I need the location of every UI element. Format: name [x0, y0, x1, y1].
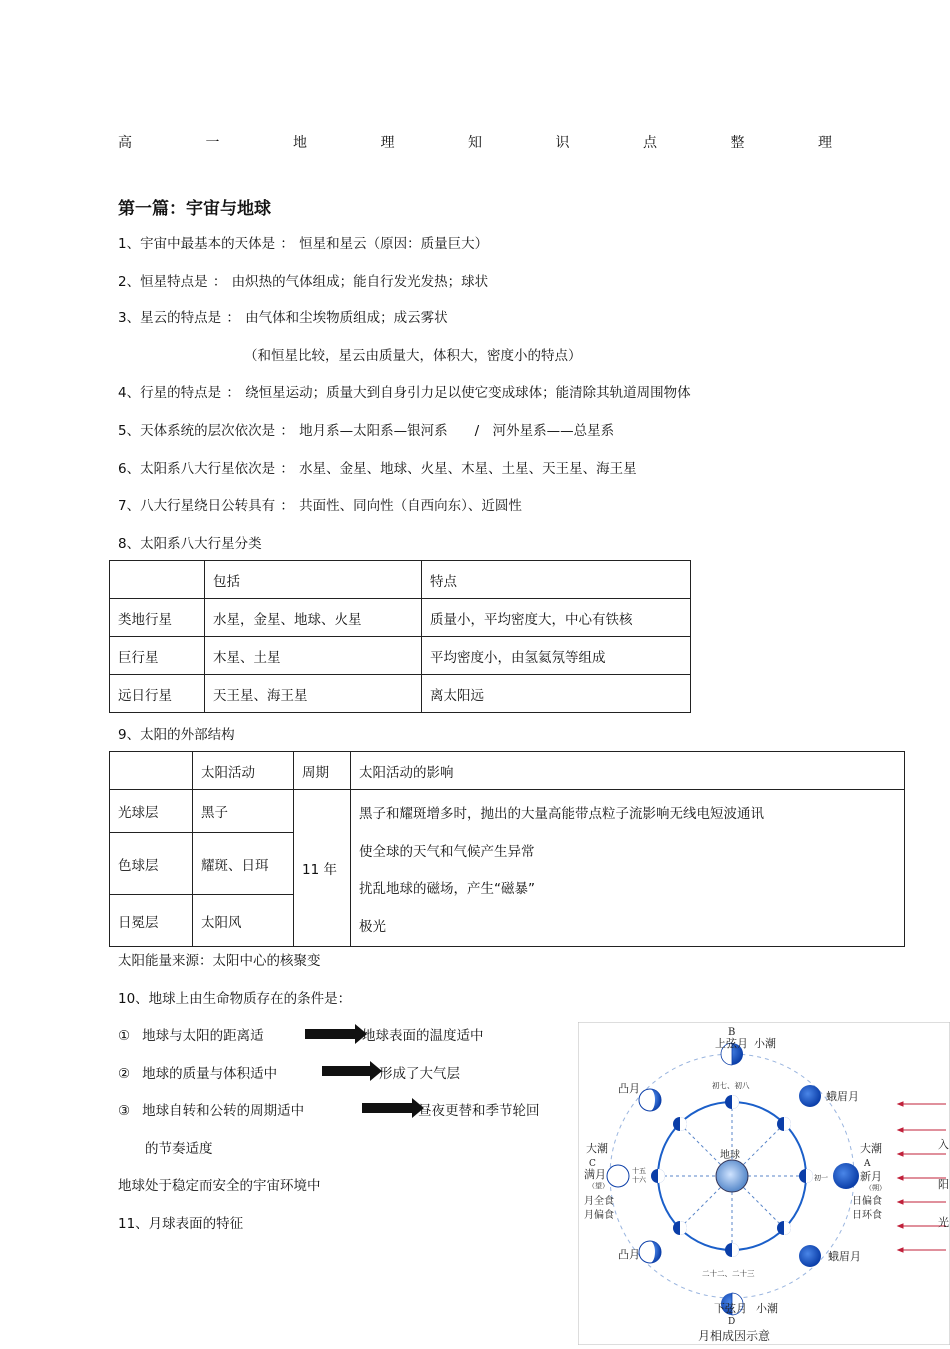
list-item: 8、太阳系八大行星分类 [118, 536, 262, 552]
arrow-icon [322, 1066, 372, 1076]
waxing-crescent-icon [799, 1085, 821, 1107]
list-item: 4、行星的特点是 ： 绕恒星运动；质量大到自身引力足以使它变成球体；能清除其轨道周围物体 [118, 385, 691, 401]
title-char: 整 [730, 135, 745, 151]
table-header-row [110, 752, 905, 790]
condition-item: ③ 地球自转和公转的周期适中 [118, 1103, 305, 1119]
svg-text:满月: 满月 [584, 1168, 606, 1181]
svg-text:二十二、二十三: 二十二、二十三 [702, 1269, 755, 1278]
table-cell: 特点 [422, 561, 691, 599]
table-cell-effects [351, 790, 905, 947]
svg-text:大潮: 大潮 [860, 1142, 882, 1155]
full-moon-icon [607, 1165, 629, 1187]
table-cell: 光球层 [110, 790, 193, 833]
moon-phase-diagram [578, 1022, 950, 1345]
list-item: 3、星云的特点是 ： 由气体和尘埃物质组成；成云雾状 [118, 310, 448, 326]
table-cell-period: 11 年 [294, 790, 351, 947]
svg-text:蛾眉月: 蛾眉月 [828, 1250, 861, 1263]
title-char: 点 [643, 135, 657, 151]
svg-text:（望）: （望） [588, 1182, 609, 1190]
title-char: 高 [118, 135, 132, 151]
table-cell: 木星、土星 [205, 637, 422, 675]
table-cell: 巨行星 [110, 637, 205, 675]
list-item: 6、太阳系八大行星依次是 ： 水星、金星、地球、火星、木星、土星、天王星、海王星 [118, 461, 637, 477]
table-cell [110, 561, 205, 599]
document-title [118, 132, 832, 152]
table-cell: 天王星、海王星 [205, 675, 422, 713]
effect-line: 极光 [359, 918, 386, 935]
list-item: 2、恒星特点是 ： 由炽热的气体组成；能自行发光发热；球状 [118, 274, 489, 290]
list-item: 9、太阳的外部结构 [118, 727, 235, 743]
condition-continuation: 的节奏适度 [145, 1141, 213, 1157]
svg-text:光: 光 [938, 1216, 949, 1229]
svg-text:大潮: 大潮 [586, 1142, 608, 1155]
table-cell: 耀斑、日珥 [193, 833, 294, 895]
condition-effect: 昼夜更替和季节轮回 [418, 1103, 540, 1119]
svg-text:月偏食: 月偏食 [584, 1210, 614, 1221]
svg-text:A: A [864, 1159, 871, 1169]
list-item-note: （和恒星比较，星云由质量大，体积大，密度小的特点） [244, 348, 582, 364]
arrow-icon [362, 1103, 414, 1113]
svg-text:小潮: 小潮 [754, 1037, 776, 1050]
environment-text: 地球处于稳定而安全的宇宙环境中 [118, 1178, 321, 1194]
waning-crescent-icon [799, 1245, 821, 1267]
list-item: 10、地球上由生命物质存在的条件是： [118, 991, 352, 1007]
svg-text:日偏食: 日偏食 [852, 1196, 882, 1207]
svg-text:阳: 阳 [938, 1178, 949, 1191]
table-cell: 黑子 [193, 790, 294, 833]
table-cell: 水星，金星、地球、火星 [205, 599, 422, 637]
title-char: 理 [380, 135, 395, 151]
svg-text:上弦月: 上弦月 [715, 1037, 748, 1050]
condition-item: ① 地球与太阳的距离适 [118, 1028, 264, 1044]
svg-text:B: B [728, 1027, 736, 1038]
svg-text:初七、初八: 初七、初八 [712, 1081, 750, 1090]
svg-text:凸月: 凸月 [618, 1082, 640, 1095]
table-cell: 质量小，平均密度大，中心有铁核 [422, 599, 691, 637]
sun-structure-table [109, 751, 905, 947]
planet-classification-table [109, 560, 691, 713]
table-cell: 离太阳远 [422, 675, 691, 713]
title-char: 地 [293, 135, 307, 151]
title-char: 一 [205, 135, 220, 151]
svg-text:D: D [728, 1317, 736, 1327]
svg-text:凸月: 凸月 [618, 1248, 640, 1261]
table-row [110, 599, 691, 637]
list-item: 5、天体系统的层次依次是 ： 地月系—太阳系—银河系 / 河外星系——总星系 [118, 423, 615, 439]
left-days-1: 十五 [632, 1167, 646, 1175]
table-cell: 太阳风 [193, 895, 294, 947]
table-cell: 日冕层 [110, 895, 193, 947]
new-moon-icon [833, 1163, 859, 1189]
svg-text:新月: 新月 [860, 1170, 882, 1183]
title-char: 知 [468, 135, 482, 151]
effect-line: 使全球的天气和气候产生异常 [359, 843, 535, 860]
table-header-row [110, 561, 691, 599]
gibbous-icon [639, 1089, 661, 1111]
title-char: 识 [555, 135, 570, 151]
table-row [110, 790, 905, 833]
left-days-2: 十六 [632, 1176, 646, 1184]
svg-text:入: 入 [938, 1138, 949, 1151]
table-cell [110, 752, 193, 790]
condition-item: ② 地球的质量与体积适中 [118, 1066, 278, 1082]
list-item: 7、八大行星绕日公转具有 ： 共面性、同向性（自西向东）、近圆性 [118, 498, 522, 514]
energy-source: 太阳能量来源：太阳中心的核聚变 [118, 953, 321, 969]
table-cell: 远日行星 [110, 675, 205, 713]
svg-text:小潮: 小潮 [756, 1302, 778, 1315]
effect-line: 扰乱地球的磁场，产生“磁暴” [359, 881, 535, 897]
gibbous-icon [639, 1241, 661, 1263]
svg-text:月相成因示意: 月相成因示意 [698, 1329, 771, 1343]
table-cell: 平均密度小，由氢氦氖等组成 [422, 637, 691, 675]
table-cell: 周期 [294, 752, 351, 790]
list-item: 11、月球表面的特征 [118, 1216, 244, 1232]
svg-text:日环食: 日环食 [852, 1210, 882, 1221]
list-item: 1、宇宙中最基本的天体是 ： 恒星和星云（原因：质量巨大） [118, 236, 489, 252]
section-heading: 第一篇：宇宙与地球 [118, 199, 271, 219]
svg-text:蛾眉月: 蛾眉月 [826, 1090, 859, 1103]
table-cell: 包括 [205, 561, 422, 599]
svg-text:月全食: 月全食 [584, 1196, 614, 1207]
condition-effect: 地球表面的温度适中 [362, 1028, 484, 1044]
table-cell: 太阳活动 [193, 752, 294, 790]
moon-phase-svg [578, 1022, 950, 1345]
arrow-icon [305, 1029, 357, 1039]
table-cell: 色球层 [110, 833, 193, 895]
svg-text:（朔）: （朔） [865, 1184, 886, 1192]
earth-label: 地球 [720, 1150, 740, 1161]
condition-effect: 形成了大气层 [379, 1066, 460, 1082]
table-row [110, 637, 691, 675]
svg-text:C: C [589, 1159, 596, 1169]
table-cell: 太阳活动的影响 [351, 752, 905, 790]
table-row [110, 675, 691, 713]
effect-line: 黑子和耀斑增多时，抛出的大量高能带点粒子流影响无线电短波通讯 [359, 806, 764, 822]
title-char: 理 [818, 135, 832, 151]
table-cell: 类地行星 [110, 599, 205, 637]
svg-text:下弦月: 下弦月 [714, 1302, 747, 1315]
earth-icon [716, 1160, 748, 1192]
svg-text:初一: 初一 [814, 1174, 828, 1182]
